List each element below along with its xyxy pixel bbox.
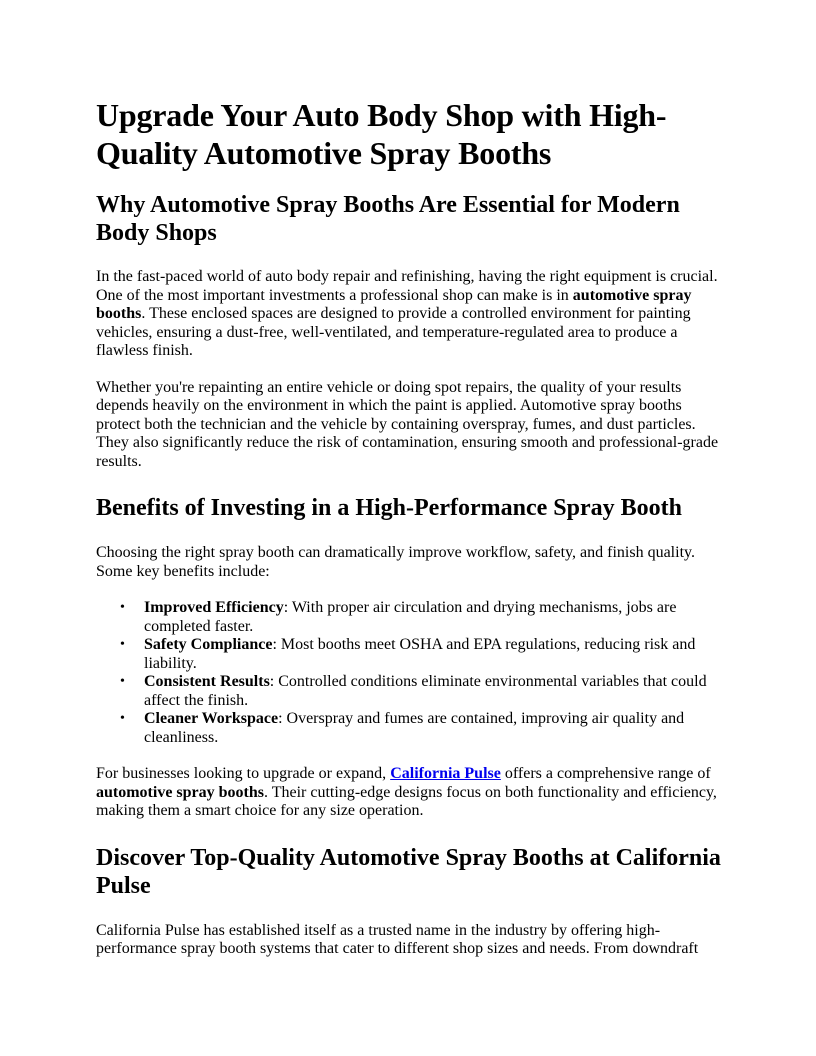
section-heading-discover: Discover Top-Quality Automotive Spray Booths at California Pulse — [96, 844, 721, 899]
paragraph-benefits-intro: Choosing the right spray booth can dramatically improve workflow, safety, and finish quality. Some key benefits include: — [96, 544, 695, 580]
closing-text-c: . Their cutting-edge designs focus on both functionality and efficiency, making them a smart choice for any size operation. — [96, 783, 717, 819]
page-title: Upgrade Your Auto Body Shop with High-Quality Automotive Spray Booths — [96, 97, 667, 171]
bullet-icon: • — [120, 600, 125, 615]
benefit-text: : Most booths meet OSHA and EPA regulations, reducing risk and liability. — [144, 636, 696, 672]
list-item — [120, 673, 726, 710]
paragraph-intro-text-b: . These enclosed spaces are designed to provide a controlled environment for painting vehicles, ensuring a dust-free, well-ventilated, and temperature-regulated area to produce a flawless finish. — [96, 305, 691, 359]
paragraph-environment: Whether you're repainting an entire vehicle or doing spot repairs, the quality of your results depends heavily on the environment in which the paint is applied. Automotive spray booths protect both the technician and the vehicle by containing overspray, fumes, and dust particles. They also significantly reduce the risk of contamination, ensuring smooth and professional-grade results. — [96, 378, 719, 470]
benefit-text: : With proper air circulation and drying mechanisms, jobs are completed faster. — [144, 599, 677, 635]
paragraph-intro-bold: automotive spray booths — [96, 286, 692, 322]
paragraph-intro — [96, 268, 726, 361]
bullet-icon: • — [120, 711, 125, 726]
list-item — [120, 710, 726, 747]
paragraph-intro-text-a: In the fast-paced world of auto body repair and refinishing, having the right equipment is crucial. One of the most important investments a professional shop can make is in — [96, 268, 718, 304]
bullet-icon: • — [120, 674, 125, 689]
document-page — [96, 96, 726, 959]
benefit-term: Improved Efficiency — [144, 599, 284, 616]
list-item — [120, 599, 726, 636]
list-item — [120, 636, 726, 673]
paragraph-discover: California Pulse has established itself as a trusted name in the industry by offering high-performance spray booth systems that cater to different shop sizes and needs. From downdraft — [96, 921, 699, 957]
section-heading-why: Why Automotive Spray Booths Are Essential for Modern Body Shops — [96, 192, 680, 246]
closing-text-b: offers a comprehensive range of — [500, 765, 711, 782]
section-heading-benefits: Benefits of Investing in a High-Performance Spray Booth — [96, 495, 682, 521]
paragraph-california-pulse — [96, 765, 726, 821]
closing-bold: automotive spray booths — [96, 783, 265, 801]
benefit-term: Consistent Results — [144, 673, 270, 690]
benefit-text: : Overspray and fumes are contained, improving air quality and cleanliness. — [144, 710, 685, 746]
benefit-term: Cleaner Workspace — [144, 710, 279, 727]
bullet-icon: • — [120, 637, 125, 652]
benefit-text: : Controlled conditions eliminate environmental variables that could affect the finish. — [144, 673, 707, 709]
california-pulse-link[interactable]: California Pulse — [390, 765, 501, 782]
closing-text-a: For businesses looking to upgrade or expand, — [96, 765, 391, 782]
benefits-list — [96, 599, 726, 747]
benefit-term: Safety Compliance — [144, 636, 273, 653]
